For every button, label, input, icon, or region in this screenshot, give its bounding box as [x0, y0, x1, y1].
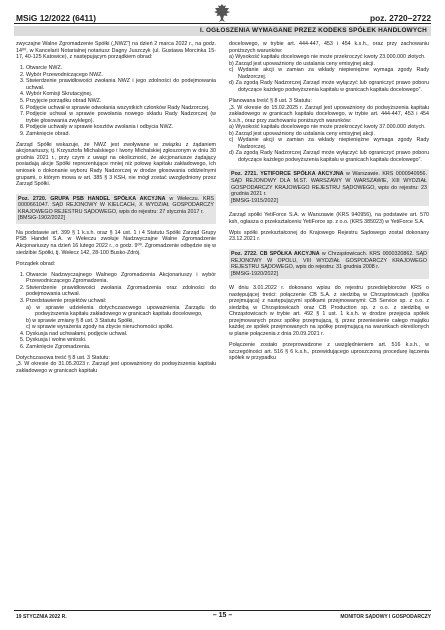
notice-registry: w Wełeczu. KRS 0000661047. SĄD REJONOWY W KIELCACH, X WYDZIAŁ GOSPODARCZY KRAJOWEGO REJESTRU SĄDOWEGO, wpis do rejestru: 27 stycznia 2017 r. — [18, 195, 214, 215]
notice-box-2721 — [229, 169, 429, 206]
agenda-list-2 — [16, 272, 216, 331]
agenda-item: 3. Przedstawienie projektów uchwał: a) w sprawie udzielenia dotychczasowego upoważnienia Zarządu do podwyższenia kapitału zakładowego w granicach kapitału docelowego, b) w sprawie zmiany § 8 ust. 3 Statutu Spółki, c) w sprawie wyrażenia zgody na zbycie nieruchomości spółki. — [26, 298, 216, 331]
footer-rule — [14, 610, 431, 611]
right-column — [229, 41, 429, 366]
position-range: poz. 2720–2722 — [370, 13, 431, 23]
page-number: – 15 – — [212, 612, 233, 619]
agenda-item: 2. Stwierdzenie prawidłowości zwołania Zgromadzenia oraz zdolności do podejmowania uchwał. — [26, 285, 216, 298]
notice-ref: [BMSiG-1920/2022] — [231, 270, 278, 277]
agenda-sublist — [26, 305, 216, 331]
agenda-item: 5. Przyjęcie porządku obrad NWZ. — [26, 98, 216, 105]
current-text-label: Dotychczasowa treść § 8 ust. 3 Statutu: — [16, 354, 110, 361]
notice-box-2722 — [229, 249, 429, 279]
condition-item: a) Wysokość kapitału docelowego nie może przekroczyć kwoty 37.000.000 złotych. — [229, 124, 426, 131]
polish-eagle-emblem-icon — [213, 3, 231, 23]
notice-registry: w Warszawie. KRS 0000940956. SĄD REJONOWY DLA M.ST. WARSZAWY W WARSZAWIE, XIII WYDZIAŁ GOSPODARCZY KRAJOWEGO REJESTRU SĄDOWEGO, wpis do rejestru: 23 grudnia 2021 r. — [231, 171, 428, 198]
agenda-subitem: c) w sprawie wyrażenia zgody na zbycie nieruchomości spółki. — [26, 324, 174, 331]
notice-ref: [BMSiG-1915/2022] — [231, 197, 278, 204]
agenda-item: 4. Wybór Komisji Skrutacyjnej. — [26, 91, 216, 98]
notice-ref: [BMSiG-1902/2022] — [18, 215, 65, 222]
agenda-item: 1. Otwarcie Nadzwyczajnego Walnego Zgromadzenia Akcjonariuszy i wybór Przewodniczącego Zgromadzenia. — [26, 272, 216, 285]
paragraph-2721b: Wpis spółki przekształconej do Krajowego Rejestru Sądowego został dokonany 23.12.2021 r. — [229, 229, 429, 243]
agenda-item: 7. Podjęcie uchwał w sprawie powołania nowego składu Rady Nadzorczej (w trybie głosowania zwykłego). — [26, 111, 216, 124]
agenda-item: 6. Podjęcie uchwał w sprawie odwołania wszystkich członków Rady Nadzorczej. — [26, 105, 216, 112]
notice-box-2720 — [16, 194, 216, 224]
left-column — [16, 41, 216, 379]
continuation-paragraph: docelowego, w trybie art. 444-447, 453 i 454 k.s.h., oraz przy zachowaniu poniższych warunków: — [229, 41, 429, 54]
planned-text-label: Planowana treść § 8 ust. 3 Statutu: — [229, 97, 312, 104]
condition-item: c) Wydanie akcji w zamian za wkłady niepieniężne wymaga zgody Rady Nadzorczej. — [229, 67, 429, 80]
agenda-subitem: b) w sprawie zmiany § 8 ust. 3 Statutu Spółki, — [26, 317, 134, 324]
agenda-item: 6. Zamknięcie Zgromadzenia. — [26, 344, 216, 351]
agenda-item: 1. Otwarcie NWZ. — [26, 65, 216, 72]
condition-item: d) Za zgodą Rady Nadzorczej Zarząd może wyłączyć lub ograniczyć prawo poboru dotyczące każdego podwyższenia kapitału w granicach kapitału docelowego”. — [229, 80, 429, 93]
paragraph-2720: Na podstawie art. 399 § 1 k.s.h. oraz § 14 ust. 1 i 4 Statutu Spółki Zarząd Grupy PSB Handel S.A. w Wełeczu zwołuje Nadzwyczajne Walne Zgromadzenie Akcjonariuszy na dzień 16 lutego 2022 r., o godz. 9⁰⁰. Zgromadzenie odbędzie się w siedzibie Spółki, tj. Wełecz 142, 28-100 Busko-Zdrój. — [16, 229, 216, 256]
agenda-item: 3. Stwierdzenie prawidłowości zwołania NWZ i jego zdolności do podejmowania uchwał. — [26, 78, 216, 91]
paragraph-2722b: Połączenie zostało przeprowadzone z uwzględnieniem art. 516 k.s.h., w szczególności art. 516 § 6 k.s.h., przewidującego uproszczoną procedurę łączenia spółek w przypadku — [229, 342, 429, 362]
agenda-list — [16, 65, 216, 137]
notice-title: Poz. 2721. YETIFORCE SPÓŁKA AKCYJNA — [231, 171, 344, 178]
issue-number: MSiG 12/2022 (6411) — [16, 13, 97, 23]
agenda-item: 4. Dyskusja nad uchwałami, podjęcie uchwał. — [26, 331, 216, 338]
planned-conditions-list — [229, 124, 429, 163]
agenda-item: 5. Dyskusja i wolne wnioski. — [26, 337, 216, 344]
agenda-item: 9. Zamknięcie obrad. — [26, 131, 216, 138]
publication-name: MONITOR SĄDOWY I GOSPODARCZY — [340, 614, 431, 620]
intro-paragraph: zwyczajne Walne Zgromadzenie Spółki („NWZ”) na dzień 2 marca 2022 r., na godz. 14⁰⁰, w Kancelarii Notarialnej notariusz Dagny Juszczyk (ul. Gustawa Morcinka 15-17, 40-125 Katowice), z następującym porządkiem obrad: — [16, 41, 216, 61]
condition-item: a) Wysokość kapitału docelowego nie może przekroczyć kwoty 23.000.000 złotych. — [229, 54, 426, 61]
header-rule — [14, 23, 431, 24]
condition-item: b) Zarząd jest upoważniony do ustalania ceny emisyjnej akcji. — [229, 60, 375, 67]
footer-date: 19 STYCZNIA 2022 R. — [16, 614, 67, 620]
notice-title: Poz. 2722. CB SPÓŁKA AKCYJNA — [231, 250, 320, 257]
section-title: I. OGŁOSZENIA WYMAGANE PRZEZ KODEKS SPÓŁEK HANDLOWYCH — [14, 26, 431, 36]
agenda-subitem: a) w sprawie udzielenia dotychczasowego upoważnienia Zarządu do podwyższenia kapitału zakładowego w granicach kapitału docelowego, — [26, 304, 216, 318]
condition-item: c) Wydanie akcji w zamian za wkłady niepieniężne wymaga zgody Rady Nadzorczej. — [229, 137, 429, 150]
paragraph-2722a: W dniu 3.01.2022 r. dokonano wpisu do rejestru przedsiębiorców KRS o następującej treści: połączenie CB S.A. z siedzibą w Chrząstowicach (spółka przejmująca) z następującymi spółkami przejmowanymi: CB Service sp. z o.o. z siedzibą w Chrząstowicach oraz CB Production sp. z o.o. z siedzibą w Chrząstowicach w trybie art. 492 § 1 ust. 1 k.s.h. w drodze przejęcia spółek przejmowanych przez spółkę przejmującą, tj. przez przeniesienie całego majątku każdej ze spółek przejmowanych na spółkę przejmującą na warunkach określonych w planie połączenia z dnia 20.09.2021 r. — [229, 285, 429, 337]
agenda-item: 8. Podjęcie uchwały w sprawie kosztów zwołania i odbycia NWZ. — [26, 124, 216, 131]
planned-quote: „3. W okresie do 15.02.2025 r. Zarząd jest upoważniony do podwyższenia kapitału zakładowego w granicach kapitału docelowego, w trybie art. 444-447, 453 i 454 k.s.h., oraz przy zachowaniu poniższych warunków: — [229, 104, 429, 124]
notice-title: Poz. 2720. GRUPA PSB HANDEL SPÓŁKA AKCYJNA — [18, 195, 166, 202]
current-quote: „3. W okresie do 31.05.2023 r. Zarząd jest upoważniony do podwyższenia kapitału zakładowego w granicach kapitału — [16, 361, 216, 375]
notice-registry: w Chrząstowicach. KRS 0000320862. SĄD REJONOWY W OPOLU, VIII WYDZIAŁ GOSPODARCZY KRAJOWEGO REJESTRU SĄDOWEGO, wpis do rejestru: 31 grudnia 2008 r. — [231, 250, 427, 271]
paragraph-request: Zarząd Spółki wskazuje, że NWZ jest zwoływane w związku z żądaniem akcjonariuszy, tj. Krzysztofa Michalskiego i Iwony Michalskiej zgłoszonym w dniu 30 grudnia 2021 r., przy czym z uwagi na okoliczność, że akcjonariusze żądający posiadają akcje Spółki reprezentujące mniej niż połowę kapitału zakładowego, ich wniosek o dokonanie wyboru Rady Nadzorczej w drodze głosowania oddzielnymi grupami, o którym mowa w art. 385 § 3 KSH, nie mógł zostać uwzględniony przez Zarząd Spółki. — [16, 141, 216, 188]
condition-item: d) Za zgodą Rady Nadzorczej Zarząd może wyłączyć lub ograniczyć prawo poboru dotyczące każdego podwyższenia kapitału w granicach kapitału docelowego”. — [229, 150, 429, 163]
agenda-item: 2. Wybór Przewodniczącego NWZ. — [26, 72, 216, 79]
conditions-list — [229, 54, 429, 93]
paragraph-2721a: Zarząd spółki YetiForce S.A. w Warszawie (KRS 940956), na podstawie art. 570 ksh, ogłasza o przekształceniu YetiForce sp. z o.o. (KRS 385023) w YetiForce S.A. — [229, 212, 429, 225]
agenda-intro: Porządek obrad: — [16, 260, 56, 267]
condition-item: b) Zarząd jest upoważniony do ustalania ceny emisyjnej akcji. — [229, 130, 375, 137]
agenda-list-2-cont — [16, 331, 216, 351]
